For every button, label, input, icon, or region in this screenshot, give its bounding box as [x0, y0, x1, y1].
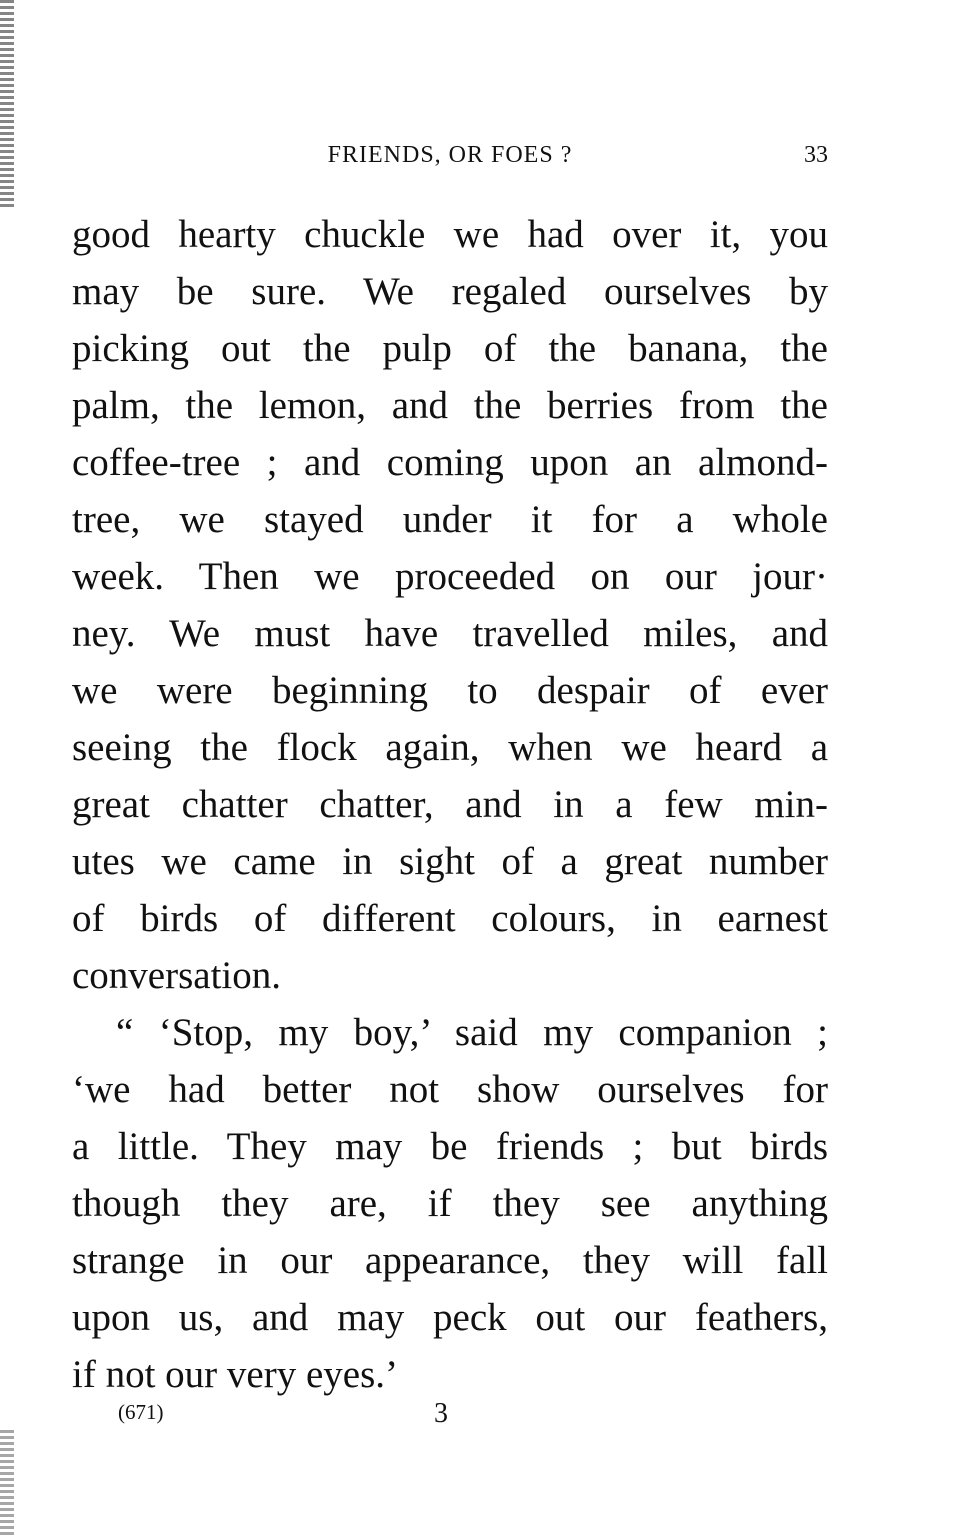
binding-edge-shadow: [0, 0, 14, 210]
page-text: [72, 206, 828, 1403]
text-line: good hearty chuckle we had over it, you: [72, 213, 828, 256]
running-title: FRIENDS, OR FOES ?: [327, 142, 573, 168]
signature-footer: [72, 1398, 828, 1438]
text-line: great chatter chatter, and in a few min-: [72, 783, 828, 826]
text-line-paragraph-start: “ ‘Stop, my boy,’ said my companion ;: [116, 1011, 828, 1054]
text-line: strange in our appearance, they will fall: [72, 1239, 828, 1282]
text-line: week. Then we proceeded on our jour·: [72, 555, 828, 598]
binding-edge-shadow-bottom: [0, 1430, 14, 1536]
text-line: tree, we stayed under it for a whole: [72, 498, 828, 541]
text-line: of birds of different colours, in earnest: [72, 897, 828, 940]
text-line-paragraph-end: conversation.: [72, 954, 282, 997]
text-line: a little. They may be friends ; but birds: [72, 1125, 828, 1168]
page-number: 33: [804, 142, 828, 168]
text-line: though they are, if they see anything: [72, 1182, 828, 1225]
text-line: palm, the lemon, and the berries from the: [72, 384, 828, 427]
signature-mark: (671): [118, 1400, 164, 1424]
text-line: coffee-tree ; and coming upon an almond-: [72, 441, 828, 484]
text-line: we were beginning to despair of ever: [72, 669, 828, 712]
text-line: seeing the flock again, when we heard a: [72, 726, 828, 769]
text-line: upon us, and may peck out our feathers,: [72, 1296, 828, 1339]
text-line: ‘we had better not show ourselves for: [72, 1068, 828, 1111]
running-head: [72, 142, 828, 176]
text-line: may be sure. We regaled ourselves by: [72, 270, 828, 313]
text-line: ney. We must have travelled miles, and: [72, 612, 828, 655]
text-line: picking out the pulp of the banana, the: [72, 327, 828, 370]
signature-number: 3: [434, 1398, 448, 1429]
text-line: utes we came in sight of a great number: [72, 840, 828, 883]
text-line-paragraph-end: if not our very eyes.’: [72, 1353, 398, 1396]
